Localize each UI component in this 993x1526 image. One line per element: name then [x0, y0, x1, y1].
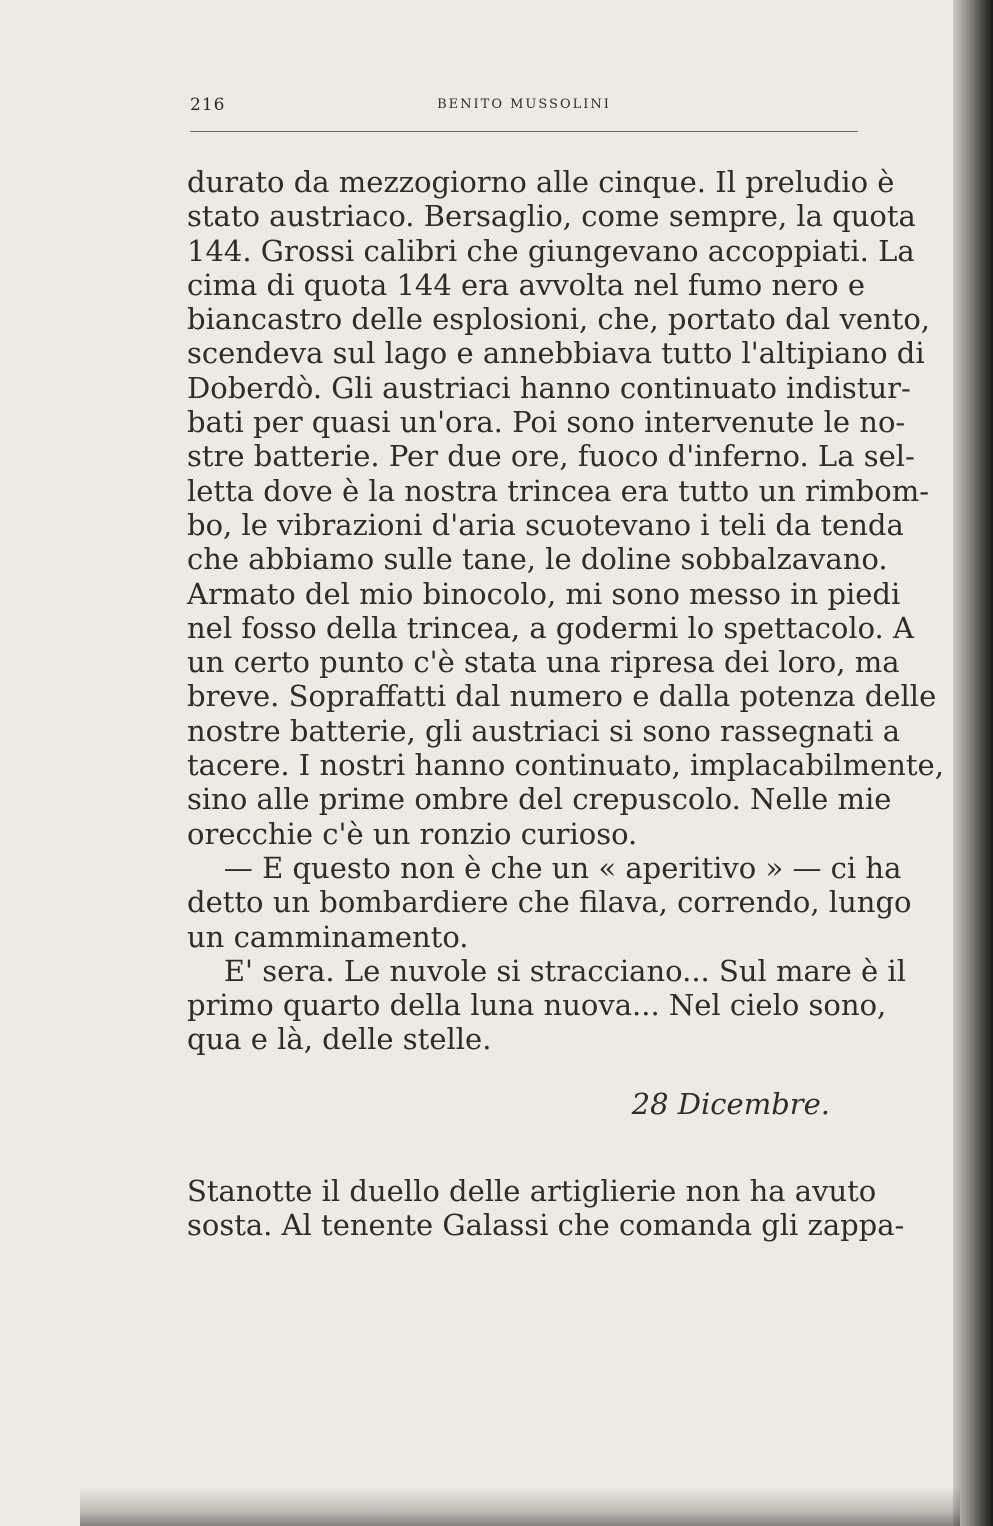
text-line: E' sera. Le nuvole si stracciano... Sul mare è il [187, 953, 906, 988]
text-line: letta dove è la nostra trincea era tutto un rimbom- [187, 473, 930, 508]
text-line: un certo punto c'è stata una ripresa dei loro, ma [187, 645, 900, 680]
text-line: orecchie c'è un ronzio curioso. [187, 816, 638, 851]
running-head: BENITO MUSSOLINI [437, 97, 611, 112]
text-line: sosta. Al tenente Galassi che comanda gli zappa- [187, 1208, 905, 1243]
text-line: breve. Sopraffatti dal numero e dalla potenza delle [187, 679, 937, 714]
text-line: durato da mezzogiorno alle cinque. Il preludio è [187, 165, 895, 199]
page-header [190, 95, 858, 125]
page-bottom-shadow [80, 1486, 960, 1526]
text-line: stre batterie. Per due ore, fuoco d'inferno. La sel- [187, 439, 915, 474]
text-line: Doberdò. Gli austriaci hanno continuato indistur- [187, 370, 911, 405]
body-text [187, 165, 944, 1057]
date-heading: 28 Dicembre. [631, 1087, 830, 1121]
text-line: detto un bombardiere che filava, correndo, lungo [187, 885, 912, 920]
text-line: che abbiamo sulle tane, le doline sobbalzavano. [187, 542, 888, 577]
text-line: bati per quasi un'ora. Poi sono intervenute le no- [187, 405, 906, 440]
text-line: cima di quota 144 era avvolta nel fumo nero e [187, 267, 865, 302]
text-line: nostre batterie, gli austriaci si sono rassegnati a [187, 713, 901, 748]
text-line: scendeva sul lago e annebbiava tutto l'altipiano di [187, 336, 925, 371]
text-line: un camminamento. [187, 919, 469, 954]
text-line: qua e là, delle stelle. [187, 1022, 492, 1057]
text-line: 144. Grossi calibri che giungevano accoppiati. La [187, 233, 915, 268]
continuation-text [187, 1174, 905, 1243]
text-line: stato austriaco. Bersaglio, come sempre, la quota [187, 199, 916, 234]
text-line: biancastro delle esplosioni, che, portato dal vento, [187, 302, 930, 337]
page-number: 216 [190, 95, 226, 115]
text-line: bo, le vibrazioni d'aria scuotevano i teli da tenda [187, 507, 904, 542]
header-rule [190, 131, 858, 132]
text-line: Armato del mio binocolo, mi sono messo in piedi [187, 576, 901, 611]
text-line: Stanotte il duello delle artiglierie non ha avuto [187, 1174, 877, 1208]
text-line: primo quarto della luna nuova... Nel cielo sono, [187, 988, 887, 1023]
text-line: — E questo non è che un « aperitivo » — ci ha [187, 850, 902, 885]
text-line: tacere. I nostri hanno continuato, implacabilmente, [187, 748, 944, 783]
text-line: sino alle prime ombre del crepuscolo. Nelle mie [187, 782, 892, 817]
page-edge-shadow [953, 0, 993, 1526]
text-line: nel fosso della trincea, a godermi lo spettacolo. A [187, 610, 914, 645]
